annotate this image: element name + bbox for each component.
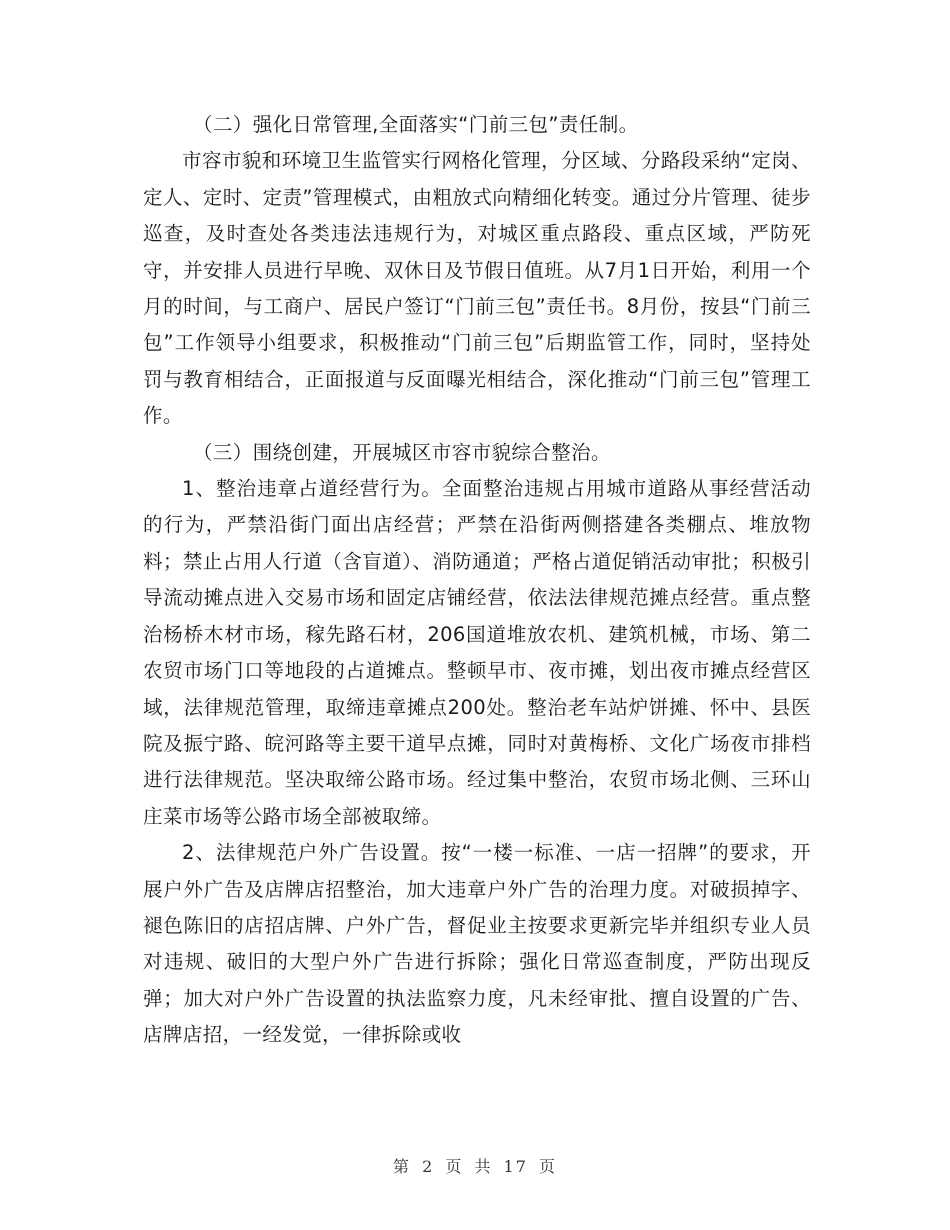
page-number-footer: 第 2 页 共 17 页 [393, 1157, 557, 1176]
body-paragraph-2: 1、整治违章占道经营行为。全面整治违规占用城市道路从事经营活动的行为，严禁沿街门面出店经营；严禁在沿街两侧搭建各类棚点、堆放物料；禁止占用人行道（含盲道）、消防通道；严格占道促销活动审批；积极引导流动摊点进入交易市场和固定店铺经营，依法法律规范摊点经营。重点整治杨桥木材市场，稼先路石材，206国道堆放农机、建筑机械，市场、第二农贸市场门口等地段的占道摊点。整顿早市、夜市摊，划出夜市摊点经营区域，法律规范管理，取缔违章摊点200处。整治老车站炉饼摊、怀中、县医院及振宁路、皖河路等主要干道早点摊，同时对黄梅桥、文化广场夜市排档进行法律规范。坚决取缔公路市场。经过集中整治，农贸市场北侧、三环山庄菜市场等公路市场全部被取缔。 [143, 477, 811, 828]
section-heading-2: （二）强化日常管理,全面落实“门前三包”责任制。 [193, 113, 639, 136]
body-paragraph-3: 2、法律规范户外广告设置。按“一楼一标准、一店一招牌”的要求，开展户外广告及店牌店招整治，加大违章户外广告的治理力度。对破损掉字、褪色陈旧的店招店牌、户外广告，督促业主按要求更新完毕并组织专业人员对违规、破旧的大型户外广告进行拆除；强化日常巡查制度，严防出现反弹；加大对户外广告设置的执法监察力度，凡未经审批、擅自设置的广告、店牌店招，一经发觉，一律拆除或收 [143, 841, 811, 1047]
section-heading-3: （三）围绕创建，开展城区市容市貌综合整治。 [193, 440, 611, 464]
document-body [143, 107, 811, 1054]
body-paragraph-1: 市容市貌和环境卫生监管实行网格化管理，分区域、分路段采纳“定岗、定人、定时、定责”管理模式，由粗放式向精细化转变。通过分片管理、徒步巡查，及时查处各类违法违规行为，对城区重点路段、重点区域，严防死守，并安排人员进行早晚、双休日及节假日值班。从7月1日开始，利用一个月的时间，与工商户、居民户签订“门前三包”责任书。8月份，按县“门前三包”工作领导小组要求，积极推动“门前三包”后期监管工作，同时，坚持处罚与教育相结合，正面报道与反面曝光相结合，深化推动“门前三包”管理工作。 [143, 149, 811, 428]
